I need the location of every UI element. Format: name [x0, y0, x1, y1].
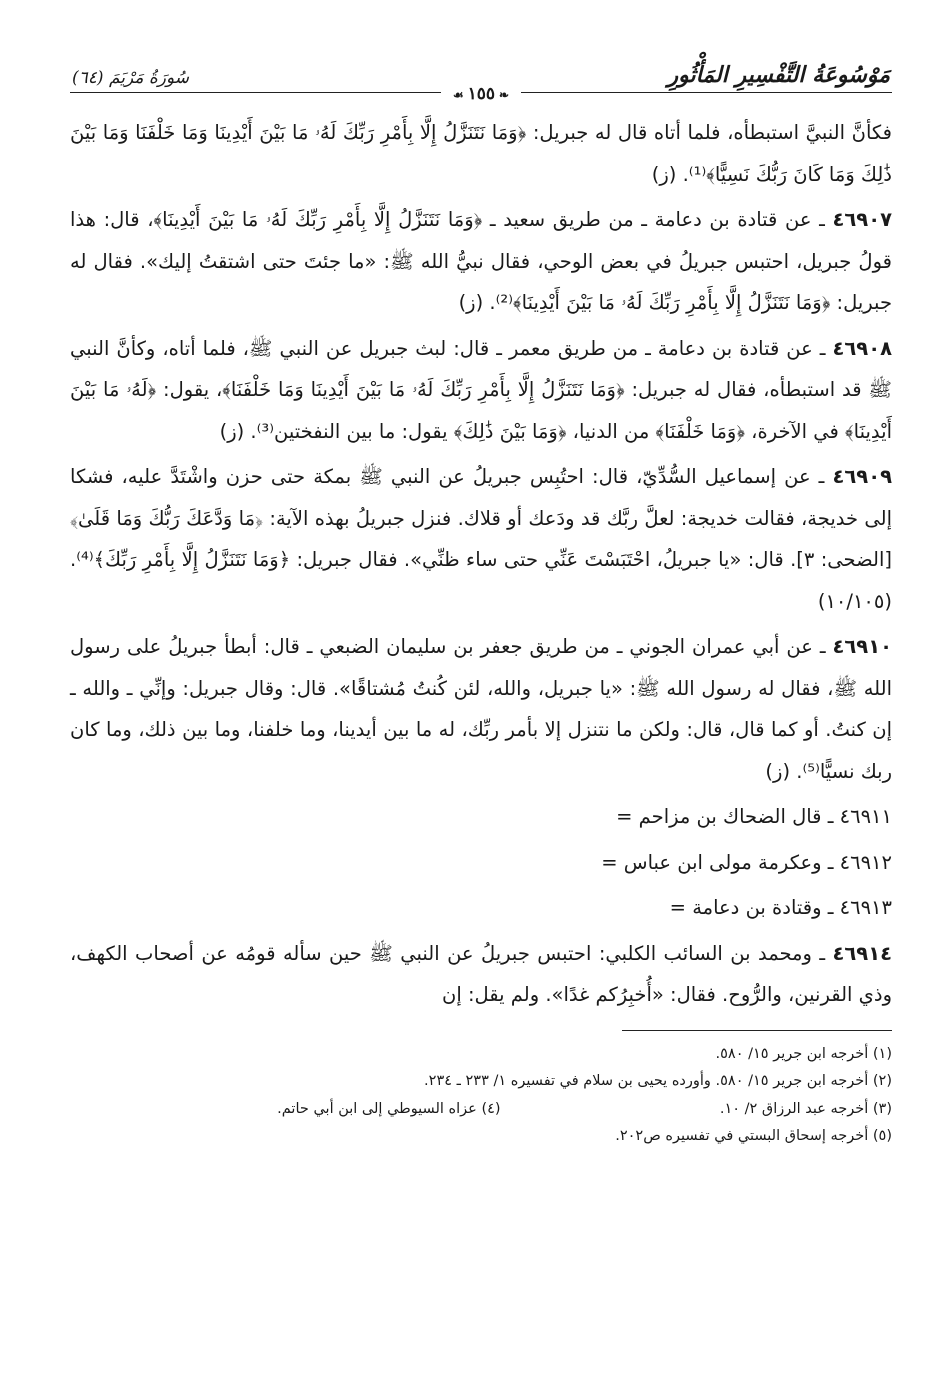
footnote-row [70, 1096, 892, 1124]
paragraph-continuation [70, 112, 892, 195]
entry-number: ٤٦٩١١ [839, 805, 892, 828]
paragraph-text: ـ عن إسماعيل السُّدِّيّ، قال: احتُبِس جبريلُ عن النبي ﷺ بمكة حتى حزن واشْتَدَّ عليه، فشكا إلى خديجة، فقالت خديجة: لعلَّ ربَّك قد ودَعك أو قلاك. فنزل جبريلُ بهذه الآية: ﴿مَا وَدَّعَكَ رَبُّكَ وَمَا قَلَىٰ﴾ [الضحى: ٣]. قال: «يا جبريلُ، احْتَبَسْتَ عَنِّي حتى ساء ظنِّي». فقال جبريل: ﴿وَمَا نَتَنَزَّلُ إِلَّا بِأَمْرِ رَبِّكَ﴾⁽⁴⁾. (١٠/١٠٥) [70, 465, 892, 613]
ornament-icon: ❧ [499, 88, 510, 102]
page [70, 52, 892, 1151]
paragraph-text: ـ عن قتادة بن دعامة ـ من طريق سعيد ـ ﴿وَمَا نَتَنَزَّلُ إِلَّا بِأَمْرِ رَبِّكَ لَهُۥ مَا بَيْنَ أَيْدِينَا﴾، قال: هذا قولُ جبريل، احتبس جبريلُ في بعض الوحي، فقال نبيُّ الله ﷺ: «ما جئتَ حتى اشتقتُ إليك». فقال له جبريل: ﴿وَمَا نَتَنَزَّلُ إِلَّا بِأَمْرِ رَبِّكَ لَهُۥ مَا بَيْنَ أَيْدِينَا﴾⁽²⁾. (ز) [70, 208, 892, 314]
ornament-icon: ☙ [452, 88, 464, 102]
entry-number: ٤٦٩١٤ [832, 941, 892, 965]
footnote-1: (١) أخرجه ابن جرير ١٥/ ٥٨٠. [715, 1045, 892, 1062]
entry-number: ٤٦٩١٠ [832, 635, 892, 658]
paragraph-text: ـ عن قتادة بن دعامة ـ من طريق معمر ـ قال: لبث جبريل عن النبي ﷺ، فلما أتاه، وكأنَّ النبي ﷺ قد استبطأه، فقال له جبريل: ﴿وَمَا نَتَنَزَّلُ إِلَّا بِأَمْرِ رَبِّكَ لَهُۥ مَا بَيْنَ أَيْدِينَا وَمَا خَلْفَنَا﴾، يقول: ﴿لَهُۥ مَا بَيْنَ أَيْدِينَا﴾ في الآخرة، ﴿وَمَا خَلْفَنَا﴾ من الدنيا، ﴿وَمَا بَيْنَ ذَٰلِكَ﴾ يقول: ما بين النفختين⁽³⁾. (ز) [70, 336, 892, 443]
entry-text: ـ وقتادة بن دعامة = [669, 896, 840, 919]
footnote-divider [622, 1030, 892, 1031]
entry-text: ـ قال الضحاك بن مزاحم = [616, 805, 840, 828]
entry-number: ٤٦٩١٢ [839, 850, 892, 874]
page-number: ❧١٥٥☙ [441, 84, 521, 104]
footnotes [70, 1041, 892, 1151]
footnote-3: (٣) أخرجه عبد الرزاق ٢/ ١٠. [719, 1100, 892, 1117]
paragraph-46909 [70, 456, 892, 622]
paragraph-text: ـ ومحمد بن السائب الكلبي: احتبس جبريلُ عن النبي ﷺ حين سأله قومُه عن أصحاب الكهف، وذي القرنين، والرُّوح. فقال: «أُخبِرُكم غدًا». ولم يقل: إن [70, 941, 892, 1006]
short-entry-46911 [70, 796, 892, 838]
entry-number: ٤٦٩٠٨ [832, 336, 892, 360]
entry-number: ٤٦٩٠٧ [832, 208, 892, 231]
main-text [70, 112, 892, 1016]
short-entry-46912 [70, 842, 892, 884]
paragraph-46907 [70, 199, 892, 324]
paragraph-46910 [70, 626, 892, 792]
entry-number: ٤٦٩١٣ [839, 896, 892, 919]
running-title: مَوْسُوعَةُ التَّفْسِيرِ المَأْثُورِ [667, 62, 890, 88]
paragraph-text: ـ عن أبي عمران الجوني ـ من طريق جعفر بن سليمان الضبعي ـ قال: أبطأ جبريلُ على رسول الله ﷺ، فقال له رسول الله ﷺ: «يا جبريل، والله، لئن كُنتُ مُشتاقًا». قال: وقال جبريل: وإنِّي ـ والله ـ إن كنتُ. أو كما قال، قال: ولكن ما نتنزل إلا بأمر ربِّك، له ما بين أيدينا، وما خلفنا، وما بين ذلك، وما كان ربك نسيًّا⁽⁵⁾. (ز) [70, 635, 892, 783]
entry-text: ـ وعكرمة مولى ابن عباس = [601, 850, 840, 874]
paragraph-text: فكأنَّ النبيَّ استبطأه، فلما أتاه قال له جبريل: ﴿وَمَا نَتَنَزَّلُ إِلَّا بِأَمْرِ رَبِّكَ لَهُۥ مَا بَيْنَ أَيْدِينَا وَمَا خَلْفَنَا وَمَا بَيْنَ ذَٰلِكَ وَمَا كَانَ رَبُّكَ نَسِيًّا﴾⁽¹⁾. (ز) [70, 121, 892, 186]
footnote-2: (٢) أخرجه ابن جرير ١٥/ ٥٨٠. وأورده يحيى بن سلام في تفسيره ١/ ٢٣٣ ـ ٢٣٤. [424, 1073, 892, 1089]
short-entry-46913 [70, 887, 892, 929]
entry-number: ٤٦٩٠٩ [832, 465, 892, 488]
footnote-5: (٥) أخرجه إسحاق البستي في تفسيره ص٢٠٢. [615, 1128, 892, 1144]
paragraph-46914 [70, 933, 892, 1016]
surah-label: سُورَةُ مَرْيَمَ (٦٤) [72, 68, 190, 88]
paragraph-46908 [70, 328, 892, 453]
footnote-4: (٤) عزاه السيوطي إلى ابن أبي حاتم. [277, 1100, 501, 1117]
